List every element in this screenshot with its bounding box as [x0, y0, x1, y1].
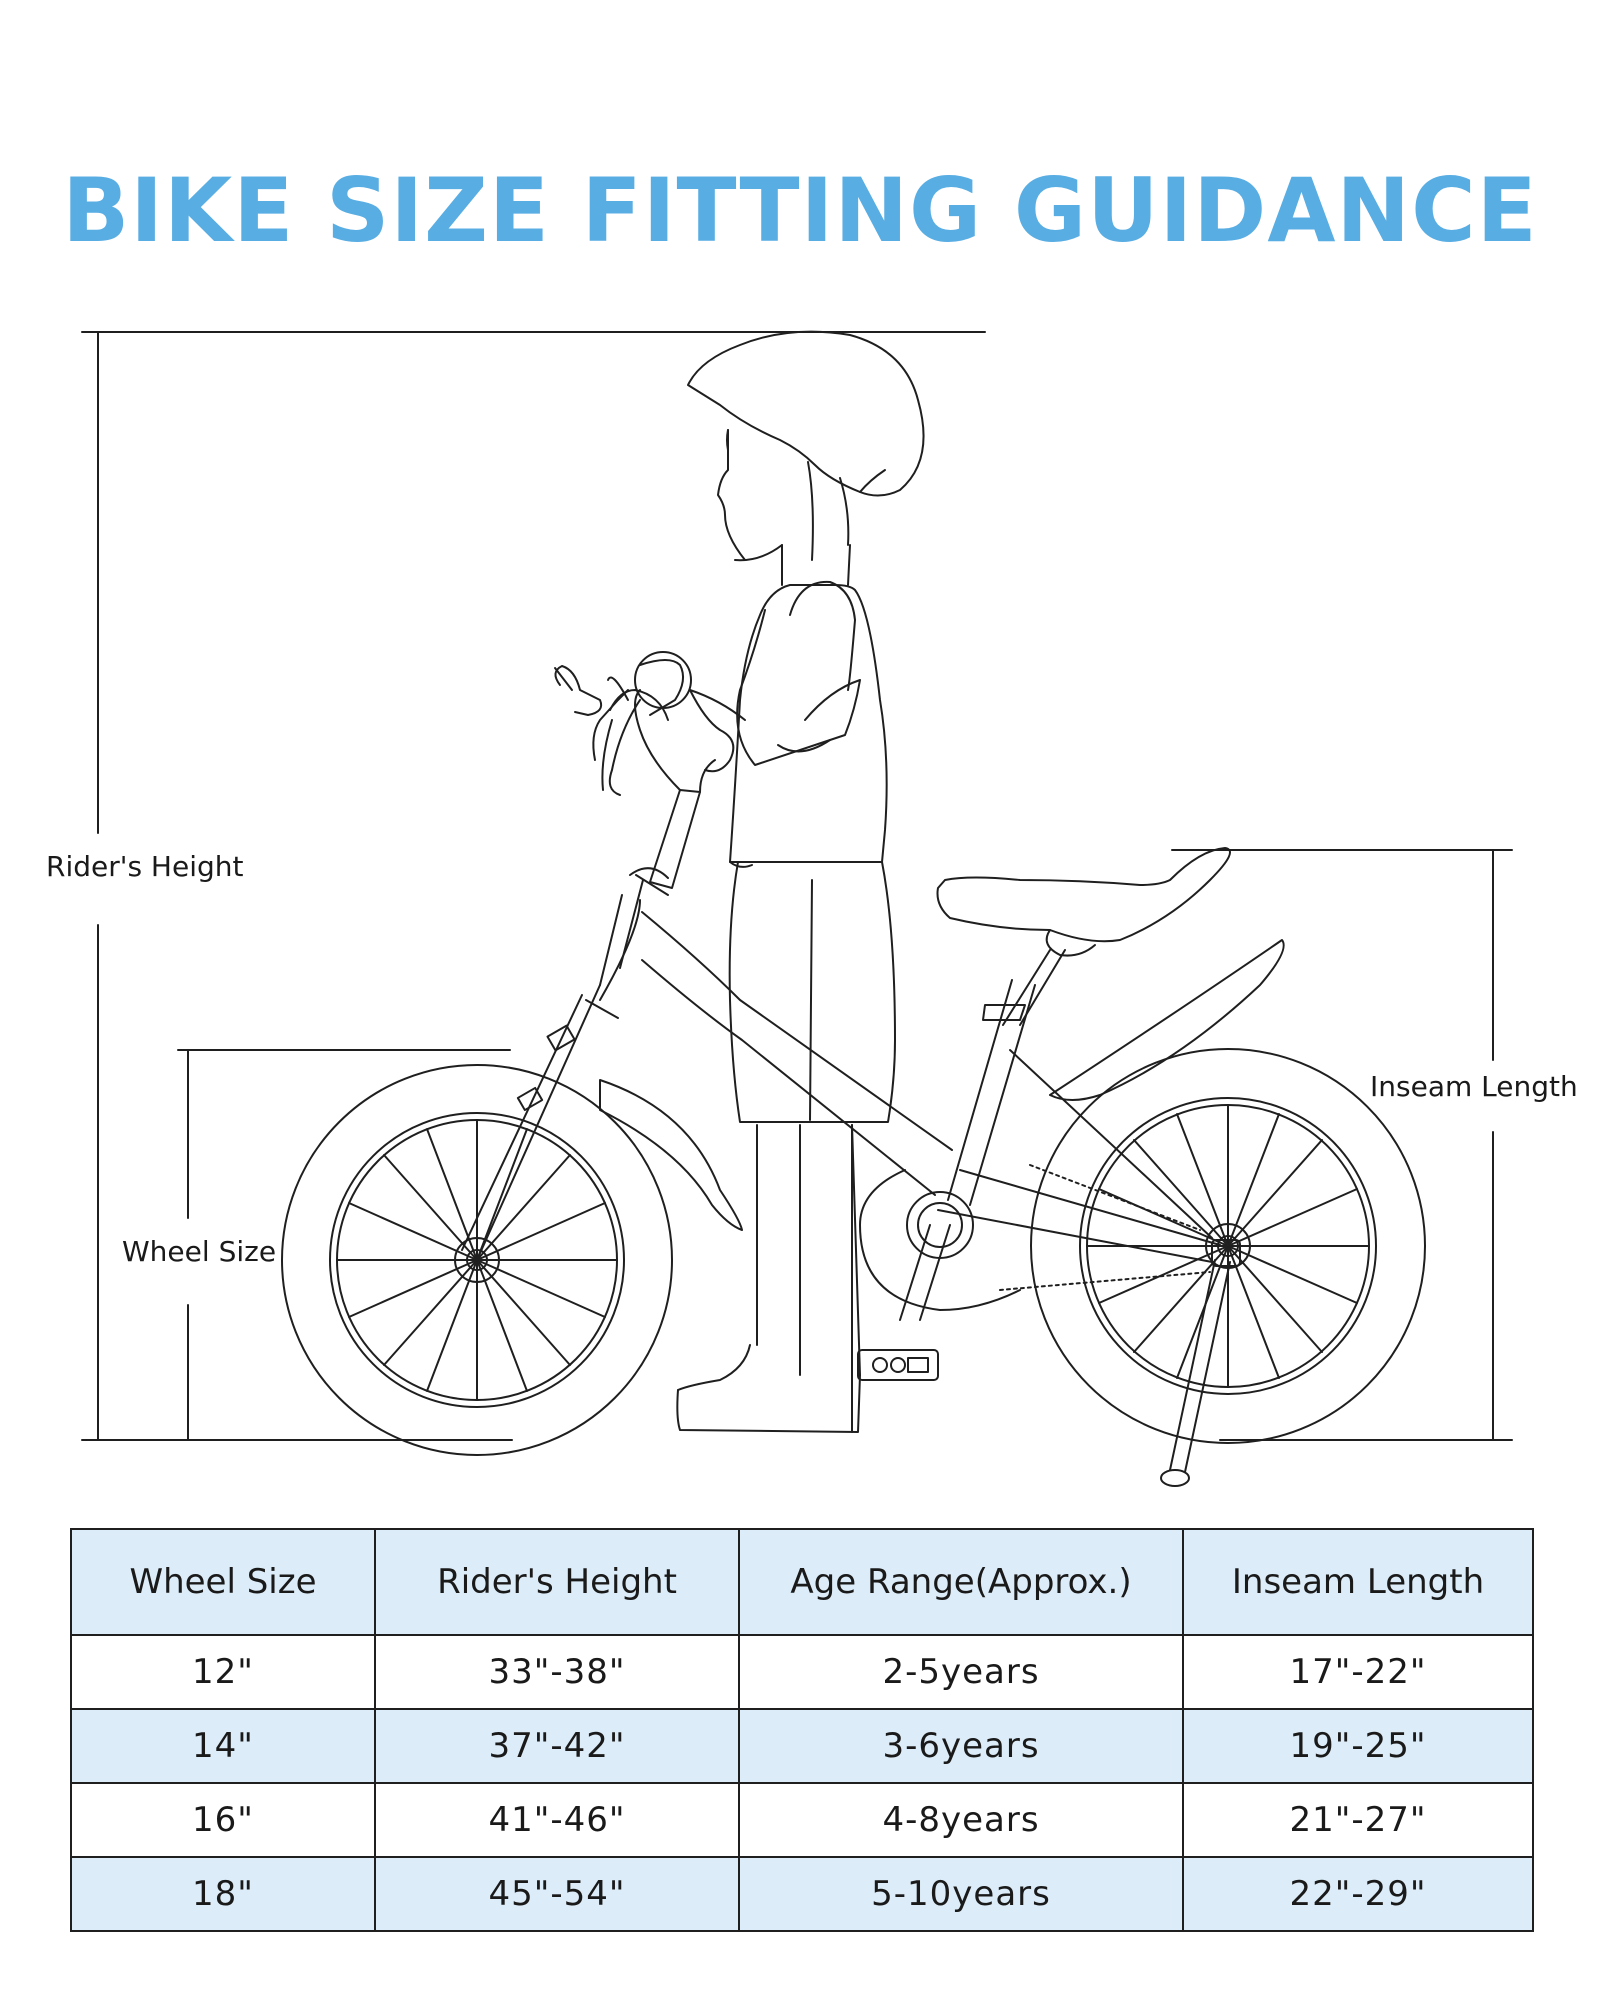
cell-riders-height: 37"-42"	[375, 1709, 739, 1783]
page-title: BIKE SIZE FITTING GUIDANCE	[62, 158, 1538, 262]
cell-age-range: 4-8years	[739, 1783, 1183, 1857]
helmet	[688, 332, 924, 496]
header-age-range: Age Range(Approx.)	[739, 1529, 1183, 1635]
cell-inseam-length: 21"-27"	[1183, 1783, 1533, 1857]
cell-wheel-size: 12"	[71, 1635, 375, 1709]
table-row	[71, 1857, 1533, 1931]
cell-age-range: 5-10years	[739, 1857, 1183, 1931]
riders-height-label: Rider's Height	[46, 850, 244, 883]
brake-caliper	[518, 1026, 575, 1110]
bike-fork	[462, 875, 668, 1260]
rear-fender	[1050, 940, 1284, 1100]
front-fender	[600, 1080, 742, 1230]
cell-wheel-size: 18"	[71, 1857, 375, 1931]
wheel-size-label: Wheel Size	[122, 1235, 277, 1268]
riders-height-dimension	[82, 332, 985, 1440]
inseam-length-dimension	[1172, 850, 1512, 1440]
cell-riders-height: 41"-46"	[375, 1783, 739, 1857]
cell-wheel-size: 14"	[71, 1709, 375, 1783]
pedal	[858, 1350, 938, 1380]
inseam-length-label: Inseam Length	[1370, 1070, 1578, 1103]
table-header-row	[71, 1529, 1533, 1635]
cell-inseam-length: 22"-29"	[1183, 1857, 1533, 1931]
header-riders-height: Rider's Height	[375, 1529, 739, 1635]
cell-inseam-length: 17"-22"	[1183, 1635, 1533, 1709]
rider-figure	[677, 332, 923, 1432]
rear-wheel	[1031, 1049, 1425, 1443]
header-wheel-size: Wheel Size	[71, 1529, 375, 1635]
table-row	[71, 1635, 1533, 1709]
cell-riders-height: 45"-54"	[375, 1857, 739, 1931]
cell-wheel-size: 16"	[71, 1783, 375, 1857]
bike-handlebar	[555, 652, 715, 888]
header-inseam-length: Inseam Length	[1183, 1529, 1533, 1635]
table-row	[71, 1783, 1533, 1857]
cell-inseam-length: 19"-25"	[1183, 1709, 1533, 1783]
cell-age-range: 3-6years	[739, 1709, 1183, 1783]
cell-age-range: 2-5years	[739, 1635, 1183, 1709]
bike-seat	[938, 848, 1231, 956]
cell-riders-height: 33"-38"	[375, 1635, 739, 1709]
size-chart-table	[70, 1528, 1534, 1932]
table-row	[71, 1709, 1533, 1783]
